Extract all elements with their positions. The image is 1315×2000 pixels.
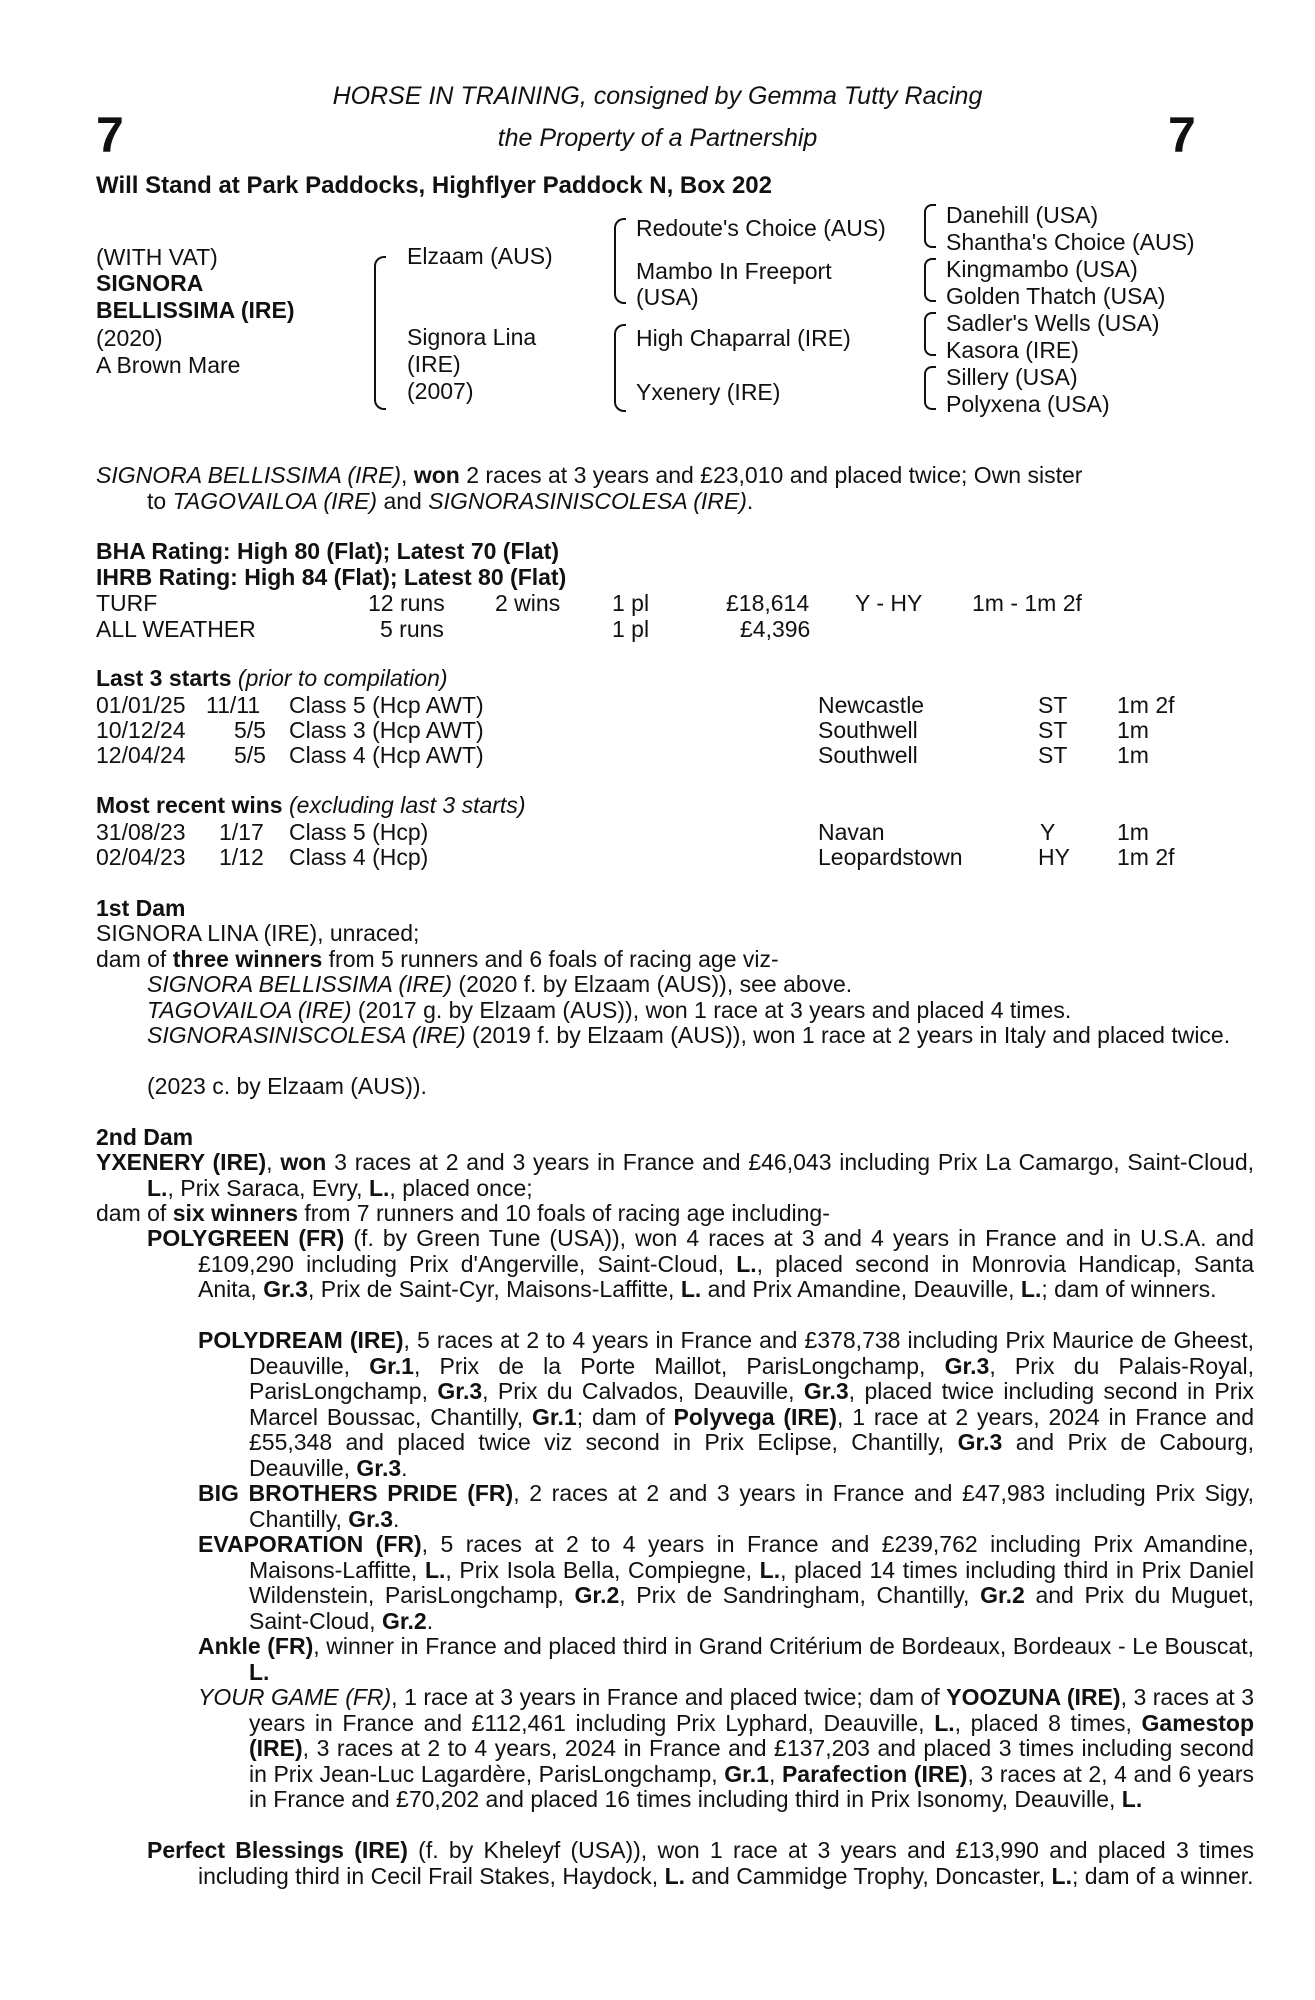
- g3-1: Danehill (USA): [946, 202, 1099, 228]
- group-mark: Gr.1: [369, 1352, 414, 1379]
- produce-perfect-blessings: [147, 1838, 1254, 1889]
- sire-dam-line1: Mambo In Freeport: [636, 258, 832, 284]
- winners-count: three winners: [172, 946, 323, 972]
- produce-text: ; dam of winners.: [1041, 1276, 1217, 1303]
- offspring-4: (2023 c. by Elzaam (AUS)).: [147, 1073, 427, 1099]
- record-distance: 1m - 1m 2f: [972, 590, 1082, 616]
- produce-text: , 2 races at 2 and 3 years in France and £47,983 including Prix Sigy, Chantilly,: [249, 1480, 1254, 1532]
- offspring-name: SIGNORA BELLISSIMA (IRE): [147, 971, 453, 997]
- g3-4: Golden Thatch (USA): [946, 283, 1166, 309]
- g3-8: Polyxena (USA): [946, 391, 1110, 417]
- ihrb-rating: IHRB Rating: High 84 (Flat); Latest 80 (Flat): [96, 564, 567, 590]
- dam-dam: Yxenery (IRE): [636, 379, 781, 405]
- group-mark: Gr.3: [437, 1378, 483, 1405]
- lot-number-left: 7: [96, 107, 124, 163]
- produce-text: , Prix du Palais-Royal, ParisLongchamp,: [249, 1352, 1254, 1405]
- produce-ankle: [198, 1634, 1254, 1685]
- produce-text: and Prix de Cabourg, Deauville,: [249, 1429, 1254, 1481]
- win-row: [0, 844, 1315, 870]
- produce-text: , 5 races at 2 to 4 years in France and £239,762 including Prix Amandine, Maisons-Laffitte,: [249, 1531, 1255, 1583]
- listed-mark: L.: [368, 1174, 390, 1201]
- start-going: ST: [1038, 742, 1068, 768]
- bha-rating: BHA Rating: High 80 (Flat); Latest 70 (Flat): [96, 538, 559, 564]
- catalogue-title: HORSE IN TRAINING, consigned by Gemma Tutty Racing: [332, 82, 983, 110]
- win-course: Navan: [818, 819, 885, 845]
- record-runs: 5 runs: [380, 616, 444, 642]
- win-race: Class 5 (Hcp): [289, 819, 429, 845]
- win-going: Y: [1040, 819, 1056, 845]
- summary-text2: to: [147, 488, 173, 514]
- start-row: [0, 717, 1315, 743]
- produce-text: , 3 races at 3 years in France and £112,461 including Prix Lyphard, Deauville,: [249, 1684, 1254, 1736]
- second-dam-name: YXENERY (IRE): [96, 1149, 267, 1175]
- listed-mark: L.: [424, 1556, 446, 1583]
- group-mark: Gr.3: [263, 1276, 308, 1303]
- produce-evaporation: [198, 1532, 1254, 1634]
- produce-your-game: [198, 1685, 1254, 1813]
- vat-status: (WITH VAT): [96, 244, 218, 270]
- start-going: ST: [1038, 692, 1068, 718]
- produce-text: , Prix de Saint-Cyr, Maisons-Laffitte,: [307, 1276, 681, 1303]
- win-position: 1/12: [219, 844, 264, 870]
- group-mark: Gr.3: [944, 1352, 990, 1379]
- group-mark: Gr.3: [957, 1429, 1003, 1456]
- produce-polygreen: [147, 1226, 1254, 1303]
- produce-name: Parafection (IRE): [781, 1760, 968, 1787]
- group-mark: Gr.3: [803, 1378, 849, 1405]
- offspring-text: (2019 f. by Elzaam (AUS)), won 1 race at 2 years in Italy and placed twice.: [465, 1022, 1231, 1048]
- win-distance: 1m 2f: [1117, 844, 1175, 870]
- produce-name: Polyvega (IRE): [673, 1403, 838, 1430]
- start-row: [0, 692, 1315, 718]
- listed-mark: L.: [249, 1658, 270, 1685]
- start-position: 11/11: [206, 692, 261, 718]
- produce-text: and Prix du Muguet, Saint-Cloud,: [249, 1582, 1254, 1634]
- produce-name: Perfect Blessings (IRE): [147, 1837, 408, 1863]
- second-dam-produce-line: [96, 1201, 830, 1227]
- offspring-2: [147, 998, 1254, 1024]
- produce-text: , Prix du Calvados, Deauville,: [482, 1378, 804, 1405]
- produce-text: , 1 race at 3 years in France and placed twice; dam of: [391, 1684, 947, 1710]
- produce-text: and Cammidge Trophy, Doncaster,: [685, 1862, 1052, 1889]
- record-row-turf: [0, 590, 1315, 616]
- record-text: 3 races at 2 and 3 years in France and £46,043 including Prix La Camargo, Saint-Cloud,: [326, 1149, 1254, 1175]
- produce-name: POLYGREEN (FR): [147, 1225, 345, 1251]
- record-runs: 12 runs: [368, 590, 445, 616]
- produce-big-brothers-pride: [198, 1481, 1254, 1532]
- listed-mark: L.: [680, 1276, 702, 1303]
- record-surface: TURF: [96, 590, 158, 616]
- start-distance: 1m 2f: [1117, 692, 1175, 718]
- dam-line2: (IRE): [407, 351, 461, 377]
- start-race: Class 5 (Hcp AWT): [289, 692, 484, 718]
- produce-name: YOUR GAME (FR): [198, 1684, 392, 1710]
- win-distance: 1m: [1117, 819, 1149, 845]
- dam-of-label: dam of: [96, 1200, 173, 1226]
- last-starts-note: (prior to compilation): [231, 665, 448, 691]
- summary-text1: 2 races at 3 years and £23,010 and placed twice; Own sister: [459, 462, 1083, 488]
- start-date: 10/12/24: [96, 717, 186, 743]
- produce-text: .: [401, 1454, 408, 1481]
- offspring-1: [147, 972, 1254, 998]
- summary-sibling1: TAGOVAILOA (IRE): [172, 488, 378, 514]
- produce-text: ,: [768, 1760, 782, 1787]
- listed-mark: L.: [934, 1709, 955, 1736]
- winners-count: six winners: [172, 1200, 298, 1226]
- record-text: , placed once;: [389, 1174, 533, 1201]
- runners-text: from 5 runners and 6 foals of racing age viz-: [322, 946, 779, 972]
- produce-text: , placed twice including second in Prix Marcel Boussac, Chantilly,: [249, 1378, 1254, 1430]
- produce-text: , 3 races at 2 to 4 years, 2024 in France and £137,203 and placed 3 times including second in Prix Jean-Luc Lagardère, ParisLongchamp,: [249, 1735, 1254, 1787]
- offspring-name: TAGOVAILOA (IRE): [147, 997, 352, 1023]
- start-distance: 1m: [1117, 742, 1149, 768]
- record-going: Y - HY: [855, 590, 923, 616]
- listed-mark: L.: [736, 1250, 757, 1277]
- group-mark: Gr.1: [724, 1760, 769, 1787]
- stand-location: Will Stand at Park Paddocks, Highflyer Paddock N, Box 202: [96, 172, 772, 199]
- start-date: 12/04/24: [96, 742, 186, 768]
- start-position: 5/5: [234, 742, 266, 768]
- produce-name: EVAPORATION (FR): [198, 1531, 422, 1557]
- listed-mark: L.: [1020, 1276, 1042, 1303]
- dam-sire: High Chaparral (IRE): [636, 325, 851, 351]
- summary-horse-name: SIGNORA BELLISSIMA (IRE): [96, 462, 402, 488]
- start-course: Southwell: [818, 717, 918, 743]
- offspring-text: (2020 f. by Elzaam (AUS)), see above.: [452, 971, 853, 997]
- catalogue-subtitle: the Property of a Partnership: [497, 124, 818, 152]
- win-date: 31/08/23: [96, 819, 186, 845]
- sire-dam-line2: (USA): [636, 284, 699, 310]
- summary-sep: ,: [401, 462, 414, 488]
- summary-line1: [96, 463, 1082, 489]
- produce-text: ; dam of a winner.: [1071, 1862, 1254, 1889]
- produce-text: , winner in France and placed third in Grand Critérium de Bordeaux, Bordeaux - Le Bouscat,: [313, 1633, 1255, 1659]
- listed-mark: L.: [1121, 1786, 1143, 1813]
- horse-name-line2: BELLISSIMA (IRE): [96, 297, 295, 323]
- g3-2: Shantha's Choice (AUS): [946, 229, 1195, 255]
- start-row: [0, 742, 1315, 768]
- brace-g3-2: [924, 258, 936, 302]
- start-going: ST: [1038, 717, 1068, 743]
- start-position: 5/5: [234, 717, 266, 743]
- win-date: 02/04/23: [96, 844, 186, 870]
- first-dam-title: 1st Dam: [96, 895, 186, 921]
- summary-line2: [147, 489, 753, 515]
- produce-text: .: [426, 1607, 434, 1634]
- sire-sire: Redoute's Choice (AUS): [636, 215, 886, 241]
- produce-text: , placed 14 times including third in Prix Daniel Wildenstein, ParisLongchamp,: [249, 1556, 1254, 1609]
- summary-end: .: [746, 488, 754, 514]
- second-dam-record: YXENERY (IRE), won 3 races at 2 and 3 years in France and £46,043 including Prix La Camargo, Saint-Cloud, L., Prix Saraca, Evry, L., placed once;: [96, 1149, 1254, 1201]
- g3-3: Kingmambo (USA): [946, 256, 1138, 282]
- second-dam-title: 2nd Dam: [96, 1124, 194, 1150]
- win-going: HY: [1038, 844, 1070, 870]
- produce-name: BIG BROTHERS PRIDE (FR): [198, 1480, 514, 1506]
- start-distance: 1m: [1117, 717, 1149, 743]
- start-race: Class 4 (Hcp AWT): [289, 742, 484, 768]
- first-dam-line1: SIGNORA LINA (IRE), unraced;: [96, 920, 420, 946]
- brace-g3-1: [924, 204, 936, 248]
- produce-text: and Prix Amandine, Deauville,: [701, 1276, 1021, 1303]
- produce-text: , 5 races at 2 to 4 years in France and £378,738 including Prix Maurice de Gheest, Deauville,: [249, 1327, 1254, 1379]
- last-starts-heading: [96, 666, 448, 692]
- win-course: Leopardstown: [818, 844, 963, 870]
- first-dam-produce-line: [96, 947, 779, 973]
- brace-sire: [614, 218, 626, 304]
- listed-mark: L.: [1051, 1862, 1072, 1889]
- brace-dam: [614, 324, 626, 412]
- produce-text: , 3 races at 2, 4 and 6 years in France and £70,202 and placed 16 times including third in Prix Isonomy, Deauville,: [249, 1760, 1254, 1813]
- produce-name: Gamestop (IRE): [249, 1709, 1255, 1762]
- dam-line1: Signora Lina: [407, 324, 537, 350]
- brace-g3-4: [924, 366, 936, 410]
- group-mark: Gr.3: [348, 1505, 394, 1532]
- record-prize: £4,396: [740, 616, 811, 642]
- start-date: 01/01/25: [96, 692, 186, 718]
- record-wins: 2 wins: [495, 590, 561, 616]
- summary-sibling2: SIGNORASINISCOLESA (IRE): [428, 488, 747, 514]
- produce-name: Ankle (FR): [198, 1633, 314, 1659]
- lot-number-right: 7: [1168, 107, 1196, 163]
- produce-name: POLYDREAM (IRE): [198, 1327, 404, 1353]
- dam-line3: (2007): [407, 378, 474, 404]
- group-mark: Gr.2: [574, 1582, 620, 1609]
- recent-wins-title: Most recent wins: [96, 792, 283, 818]
- g3-7: Sillery (USA): [946, 364, 1078, 390]
- group-mark: Gr.2: [980, 1582, 1025, 1609]
- listed-mark: L.: [664, 1862, 686, 1889]
- produce-text: , Prix de la Porte Maillot, ParisLongchamp,: [413, 1352, 945, 1379]
- record-placed: 1 pl: [612, 590, 650, 616]
- produce-text: (f. by Kheleyf (USA)), won 1 race at 3 years and £13,990 and placed 3 times including third in Cecil Frail Stakes, Haydock,: [198, 1837, 1254, 1889]
- start-course: Southwell: [818, 742, 918, 768]
- g3-5: Sadler's Wells (USA): [946, 310, 1160, 336]
- offspring-name: SIGNORASINISCOLESA (IRE): [147, 1022, 466, 1048]
- brace-parents: [374, 256, 386, 410]
- offspring-3: [147, 1023, 1254, 1049]
- win-row: [0, 819, 1315, 845]
- horse-year: (2020): [96, 325, 163, 351]
- produce-text: , Prix Isola Bella, Compiegne,: [445, 1556, 760, 1583]
- record-text: , Prix Saraca, Evry,: [167, 1174, 369, 1201]
- last-starts-title: Last 3 starts: [96, 665, 232, 691]
- win-position: 1/17: [219, 819, 264, 845]
- offspring-text: (2017 g. by Elzaam (AUS)), won 1 race at 3 years and placed 4 times.: [351, 997, 1072, 1023]
- produce-text: , 1 race at 2 years, 2024 in France and £55,348 and placed twice viz second in Prix Eclipse, Chantilly,: [249, 1403, 1254, 1456]
- record-surface: ALL WEATHER: [96, 616, 256, 642]
- group-mark: Gr.3: [356, 1454, 402, 1481]
- produce-text: ; dam of: [576, 1403, 674, 1430]
- produce-text: (f. by Green Tune (USA)), won 4 races at 3 and 4 years in France and in U.S.A. and £109,290 including Prix d'Angerville, Saint-Cloud,: [198, 1225, 1255, 1277]
- produce-text: , Prix de Sandringham, Chantilly,: [619, 1582, 981, 1609]
- runners-text: from 7 runners and 10 foals of racing age including-: [298, 1200, 830, 1226]
- produce-text: , placed second in Monrovia Handicap, Santa Anita,: [198, 1250, 1254, 1303]
- sire: Elzaam (AUS): [407, 243, 553, 269]
- produce-polydream: [198, 1328, 1254, 1482]
- summary-and: and: [377, 488, 429, 514]
- record-prize: £18,614: [726, 590, 810, 616]
- start-course: Newcastle: [818, 692, 925, 718]
- recent-wins-note: (excluding last 3 starts): [282, 792, 526, 818]
- horse-name-line1: SIGNORA: [96, 270, 204, 296]
- record-row-aw: [0, 616, 1315, 642]
- produce-name: YOOZUNA (IRE): [946, 1684, 1121, 1710]
- g3-6: Kasora (IRE): [946, 337, 1079, 363]
- recent-wins-heading: [96, 793, 525, 819]
- produce-text: .: [393, 1505, 400, 1532]
- record-placed: 1 pl: [612, 616, 650, 642]
- start-race: Class 3 (Hcp AWT): [289, 717, 484, 743]
- group-mark: Gr.2: [381, 1607, 427, 1634]
- win-race: Class 4 (Hcp): [289, 844, 429, 870]
- listed-mark: L.: [759, 1556, 781, 1583]
- group-mark: Gr.1: [531, 1403, 577, 1430]
- listed-mark: L.: [147, 1174, 168, 1201]
- brace-g3-3: [924, 312, 936, 356]
- horse-description: A Brown Mare: [96, 352, 241, 378]
- dam-of-label: dam of: [96, 946, 173, 972]
- summary-won: won: [413, 462, 460, 488]
- produce-text: , placed 8 times,: [954, 1709, 1142, 1736]
- won-label: won: [280, 1149, 327, 1175]
